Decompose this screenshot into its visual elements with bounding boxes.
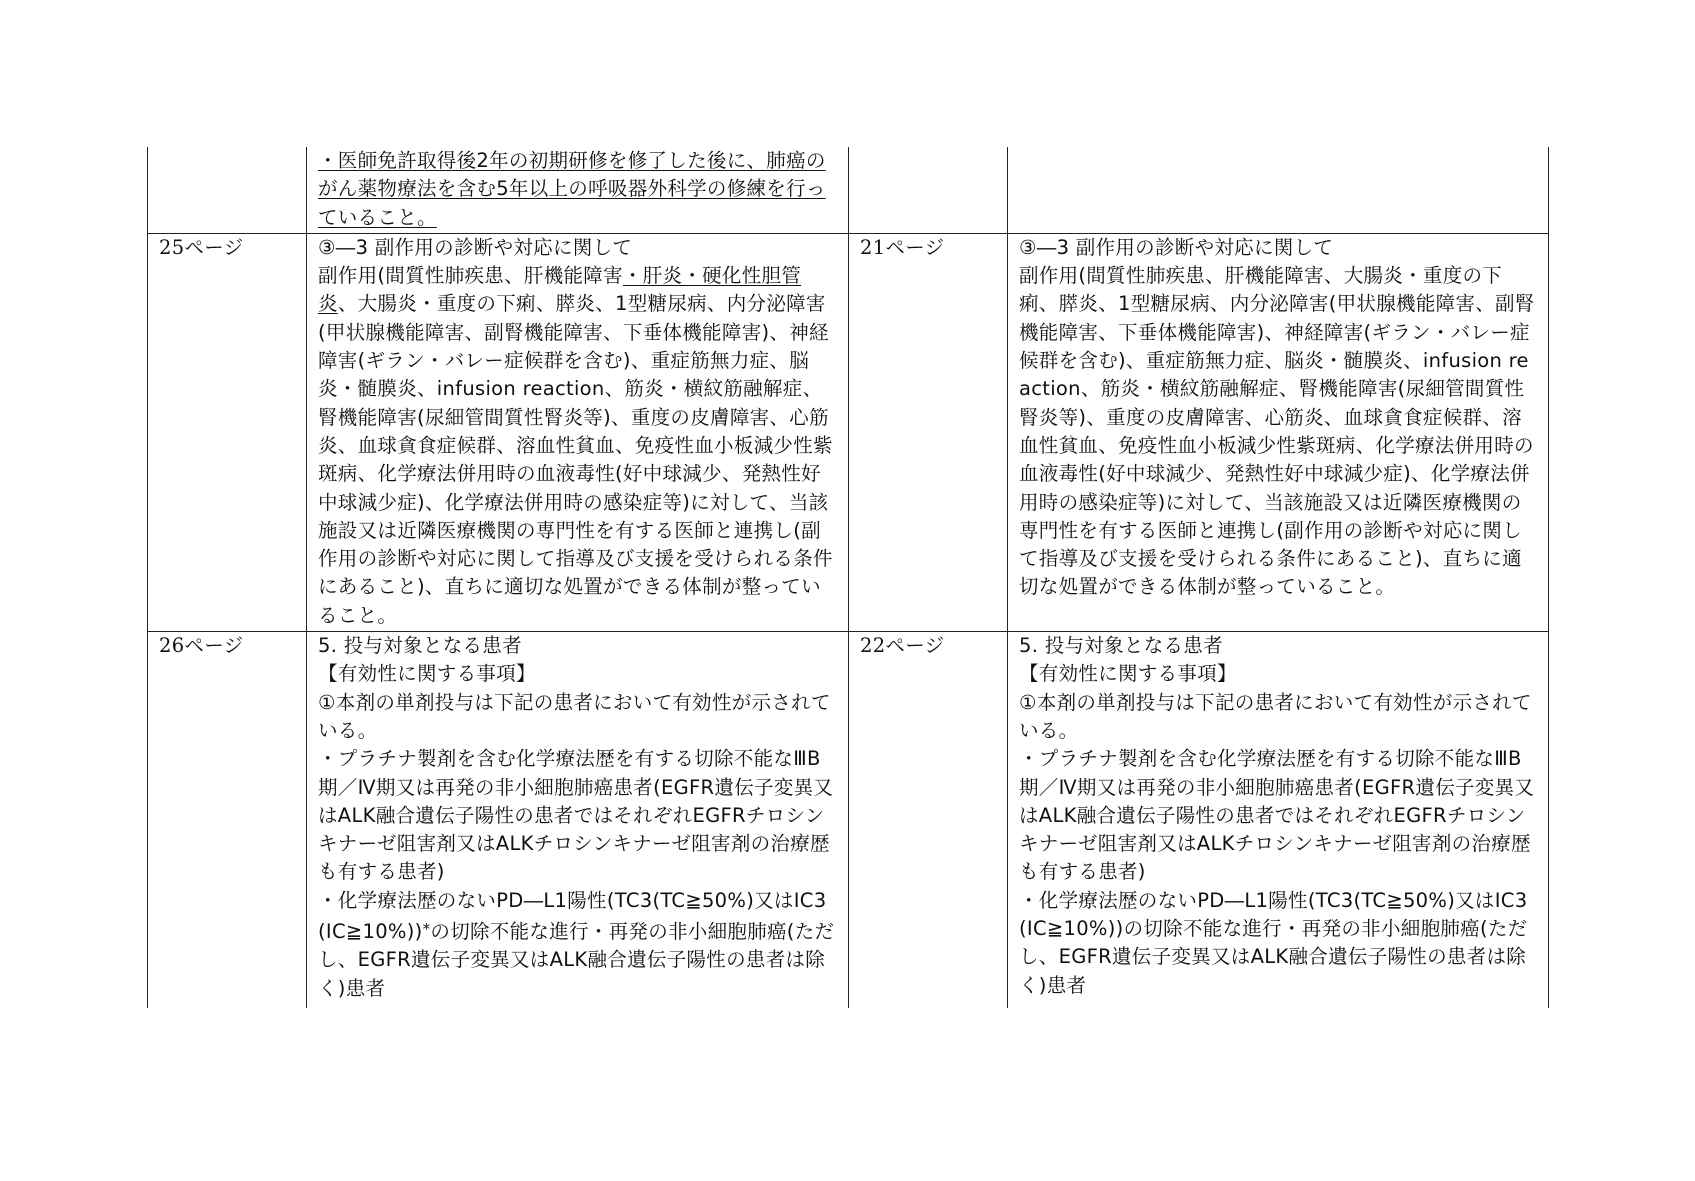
old-text-cell [1008, 147, 1549, 233]
subsection-heading: 【有効性に関する事項】 [318, 662, 536, 686]
numbered-item: ①本剤の単剤投与は下記の患者において有効性が示されている。 [1019, 690, 1532, 742]
new-page-cell: 26ページ [148, 632, 307, 1008]
bullet-item [318, 887, 838, 1003]
table-row [148, 632, 1549, 1008]
bullet-text: の切除不能な進行・再発の非小細胞肺癌(ただし、EGFR遺伝子変異又はALK融合遺伝子陽性の患者は除く)患者 [318, 920, 835, 1000]
bullet-item: ・化学療法歴のないPD―L1陽性(TC3(TC≧50%)又はIC3(IC≧10%))の切除不能な進行・再発の非小細胞肺癌(ただし、EGFR遺伝子変異又はALK融合遺伝子陽性の患者は除く)患者 [1019, 888, 1528, 997]
old-page-cell: 22ページ [849, 632, 1008, 1008]
new-text-cell [307, 233, 849, 631]
old-page-cell [849, 147, 1008, 233]
table-row [148, 233, 1549, 631]
new-text-cell [307, 147, 849, 233]
new-page-cell: 25ページ [148, 233, 307, 631]
revision-comparison-table [147, 147, 1549, 1008]
old-text-cell [1008, 632, 1549, 1008]
table-row [148, 147, 1549, 233]
underlined-revision-text: ・肝炎・硬化性胆管炎 [318, 264, 802, 316]
old-page-cell: 21ページ [849, 233, 1008, 631]
section-heading: ③―3 副作用の診断や対応に関して [1019, 235, 1334, 259]
bullet-item: ・プラチナ製剤を含む化学療法歴を有する切除不能なⅢB期／Ⅳ期又は再発の非小細胞肺癌患者(EGFR遺伝子変異又はALK融合遺伝子陽性の患者ではそれぞれEGFRチロシンキナーゼ阻害剤又はALKチロシンキナーゼ阻害剤の治療歴も有する患者) [318, 747, 834, 884]
underlined-revision-text: ・医師免許取得後2年の初期研修を修了した後に、肺癌のがん薬物療法を含む5年以上の呼吸器外科学の修練を行っていること。 [318, 149, 826, 229]
numbered-item: ①本剤の単剤投与は下記の患者において有効性が示されている。 [318, 690, 831, 742]
new-page-cell [148, 147, 307, 233]
body-text: 、大腸炎・重度の下痢、膵炎、1型糖尿病、内分泌障害(甲状腺機能障害、副腎機能障害、下垂体機能障害)、神経障害(ギラン・バレー症候群を含む)、重症筋無力症、脳炎・髄膜炎、infusion reaction、筋炎・横紋筋融解症、腎機能障害(尿細管間質性腎炎等)、重度の皮膚障害、心筋炎、血球貪食症候群、溶血性貧血、免疫性血小板減少性紫斑病、化学療法併用時の血液毒性(好中球減少、発熱性好中球減少症)、化学療法併用時の感染症等)に対して、当該施設又は近隣医療機関の専門性を有する医師と連携し(副作用の診断や対応に関して指導及び支援を受けられる条件にあること)、直ちに適切な処置ができる体制が整っていること。 [318, 292, 833, 627]
subsection-heading: 【有効性に関する事項】 [1019, 662, 1237, 686]
body-text: 副作用(間質性肺疾患、肝機能障害、大腸炎・重度の下痢、膵炎、1型糖尿病、内分泌障害(甲状腺機能障害、副腎機能障害、下垂体機能障害)、神経障害(ギラン・バレー症候群を含む)、重症筋無力症、脳炎・髄膜炎、infusion reaction、筋炎・横紋筋融解症、腎機能障害(尿細管間質性腎炎等)、重度の皮膚障害、心筋炎、血球貪食症候群、溶血性貧血、免疫性血小板減少性紫斑病、化学療法併用時の血液毒性(好中球減少、発熱性好中球減少症)、化学療法併用時の感染症等)に対して、当該施設又は近隣医療機関の専門性を有する医師と連携し(副作用の診断や対応に関して指導及び支援を受けられる条件にあること)、直ちに適切な処置ができる体制が整っていること。 [1019, 264, 1535, 599]
new-text-cell [307, 632, 849, 1008]
bullet-item: ・プラチナ製剤を含む化学療法歴を有する切除不能なⅢB期／Ⅳ期又は再発の非小細胞肺癌患者(EGFR遺伝子変異又はALK融合遺伝子陽性の患者ではそれぞれEGFRチロシンキナーゼ阻害剤又はALKチロシンキナーゼ阻害剤の治療歴も有する患者) [1019, 747, 1535, 884]
section-heading: 5. 投与対象となる患者 [1019, 634, 1223, 658]
section-heading: ③―3 副作用の診断や対応に関して [318, 235, 633, 259]
old-text-cell [1008, 233, 1549, 631]
footnote-mark: * [422, 920, 431, 939]
bullet-text: ・化学療法歴のないPD―L1陽性(TC3(TC≧50%)又はIC3(IC≧10%)) [318, 888, 827, 944]
section-heading: 5. 投与対象となる患者 [318, 634, 522, 658]
body-text: 副作用(間質性肺疾患、肝機能障害 [318, 264, 623, 288]
